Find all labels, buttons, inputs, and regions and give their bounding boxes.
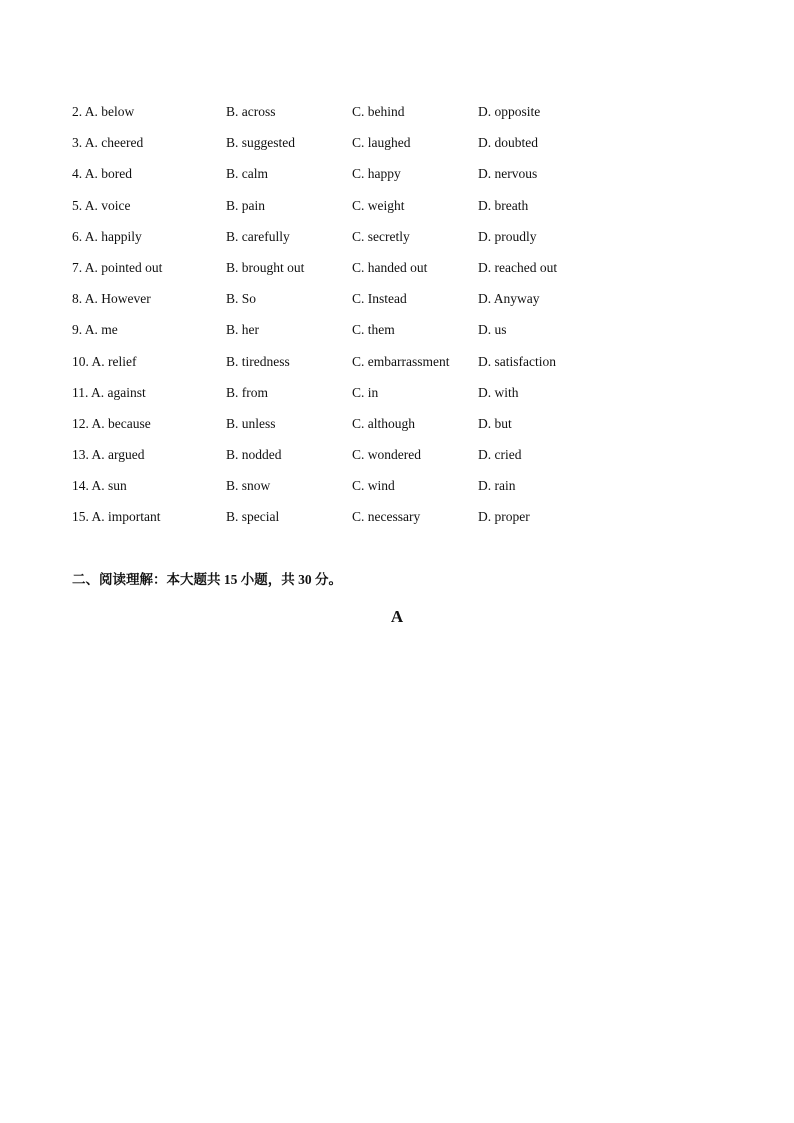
option-d: D. opposite (478, 104, 541, 119)
question-row-7 (72, 257, 632, 288)
question-row-9 (72, 319, 632, 350)
option-c: C. secretly (352, 228, 410, 244)
option-a: 10. A. relief (72, 353, 137, 369)
option-c: C. behind (352, 104, 405, 119)
option-c: C. wind (352, 478, 395, 494)
option-b: B. unless (226, 415, 276, 431)
option-c: C. in (352, 384, 379, 400)
option-a: 15. A. important (72, 509, 161, 525)
option-a: 11. A. against (72, 384, 146, 400)
option-b: B. carefully (226, 228, 290, 244)
option-c: C. necessary (352, 509, 421, 525)
question-row-6 (72, 226, 632, 257)
option-b: B. calm (226, 166, 268, 182)
option-b: B. her (226, 322, 259, 338)
option-a: 13. A. argued (72, 447, 145, 463)
option-d: D. breath (478, 197, 529, 213)
option-c: C. although (352, 415, 415, 431)
option-b: B. pain (226, 197, 265, 213)
option-b: B. across (226, 104, 276, 119)
option-b: B. special (226, 509, 280, 525)
option-c: C. embarrassment (352, 353, 450, 369)
option-d: D. Anyway (478, 291, 540, 307)
question-row-3 (72, 132, 632, 163)
option-a: 8. A. However (72, 291, 151, 307)
option-d: D. doubted (478, 135, 538, 151)
question-row-14 (72, 475, 632, 506)
question-row-13 (72, 444, 632, 475)
option-a: 6. A. happily (72, 228, 142, 244)
option-b: B. from (226, 384, 268, 400)
option-c: C. laughed (352, 135, 411, 151)
question-row-10 (72, 351, 632, 382)
option-c: C. handed out (352, 259, 428, 275)
option-c: C. wondered (352, 447, 421, 463)
question-row-5 (72, 195, 632, 226)
option-d: D. proudly (478, 228, 537, 244)
question-row-11 (72, 382, 632, 413)
option-d: D. with (478, 384, 519, 400)
option-b: B. nodded (226, 447, 282, 463)
question-row-15 (72, 506, 632, 537)
passage-label: A (390, 607, 404, 626)
question-row-2 (72, 101, 632, 132)
section-heading: 二、阅读理解：本大题共 15 小题，共 30 分。 (72, 572, 342, 587)
option-a: 5. A. voice (72, 197, 131, 213)
option-d: D. satisfaction (478, 353, 556, 369)
option-d: D. proper (478, 509, 530, 525)
question-row-4 (72, 163, 632, 194)
option-a: 2. A. below (72, 104, 135, 119)
option-a: 4. A. bored (72, 166, 132, 182)
option-d: D. cried (478, 447, 522, 463)
question-row-12 (72, 413, 632, 444)
option-a: 12. A. because (72, 415, 151, 431)
option-c: C. Instead (352, 291, 407, 307)
option-d: D. us (478, 322, 507, 338)
option-a: 14. A. sun (72, 478, 127, 494)
option-c: C. happy (352, 166, 401, 182)
option-b: B. brought out (226, 259, 305, 275)
option-d: D. nervous (478, 166, 538, 182)
option-c: C. weight (352, 197, 405, 213)
option-d: D. reached out (478, 259, 558, 275)
option-b: B. suggested (226, 135, 295, 151)
option-d: D. rain (478, 478, 516, 494)
answer-options-list (72, 101, 632, 538)
option-b: B. So (226, 291, 257, 307)
question-row-8 (72, 288, 632, 319)
option-c: C. them (352, 322, 395, 338)
option-a: 3. A. cheered (72, 135, 144, 151)
option-b: B. snow (226, 478, 271, 494)
option-a: 7. A. pointed out (72, 259, 163, 275)
option-a: 9. A. me (72, 322, 118, 338)
option-d: D. but (478, 415, 512, 431)
option-b: B. tiredness (226, 353, 290, 369)
